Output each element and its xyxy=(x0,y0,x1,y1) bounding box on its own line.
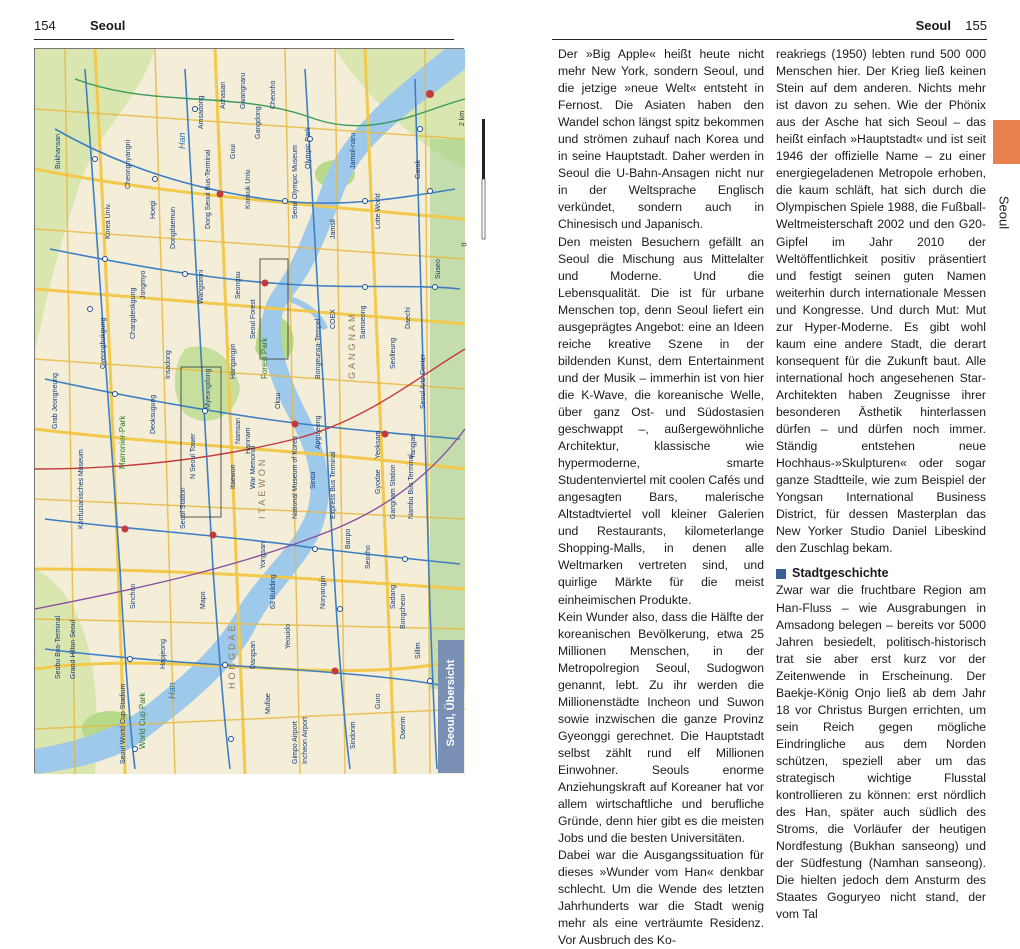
map-label-forest-park: Forest Park xyxy=(260,337,269,379)
svg-text:Seoul Station: Seoul Station xyxy=(180,487,187,529)
map-caption-box xyxy=(438,640,464,773)
svg-text:Mullae: Mullae xyxy=(265,693,272,714)
svg-text:Seoul Olympic Museum: Seoul Olympic Museum xyxy=(292,145,299,219)
map-label-han-2: Han xyxy=(167,682,177,699)
svg-text:Konkuk Univ.: Konkuk Univ. xyxy=(245,168,252,209)
svg-text:Konfuzianisches Museum: Konfuzianisches Museum xyxy=(78,449,85,529)
svg-text:Daerim: Daerim xyxy=(400,716,407,739)
svg-text:Daechi: Daechi xyxy=(405,307,412,329)
svg-text:Deoksugung: Deoksugung xyxy=(150,394,157,434)
section-square-icon xyxy=(776,569,786,579)
svg-text:N Seoul Tower: N Seoul Tower xyxy=(190,433,197,479)
body-paragraph: reakriegs (1950) lebten rund 500 000 Menschen hier. Der Krieg ließ keinen Stein auf dem anderen. Nichts mehr ist davon zu sehen. Wie der Phönix aus der Asche hat sich Seoul – das heißt einfach »Hauptstadt« und ist seit 1946 der offizielle Name – zu einer energiegeladenen Metropole erhoben, die kaum schläft, hat sich durch die Olympischen Spiele 1988, die Fußball-Weltmeisterschaft 2002 und den G20-Gipfel im Jahr 2010 der Weltöffentlichkeit positiv präsentiert und festigt seinen guten Namen weiterhin durch internationale Messen und Kongresse. Und durch Mut: Mut zur Hyper-Moderne. Es gibt wohl kaum eine andere Stadt, die derart konsequent für die Zukunft baut. Alle international hoch angesehenen Star-Architekten haben Zeugnisse ihrer besonderen Ästhetik hinterlassen dürfen – und dürfen noch immer. Ständig entstehen neue Hochhaus-»Skulpturen« oder sogar ganze Stadtteile, wie zum Beispiel der Yongsan International Business District, für dessen Masterplan das New Yorker Studio Daniel Libeskind den Zuschlag bekam. xyxy=(776,47,986,556)
running-head-right xyxy=(552,14,987,40)
svg-text:Guro: Guro xyxy=(375,693,382,709)
svg-text:Bukhansan: Bukhansan xyxy=(55,133,62,169)
map-label-itaewon: ITAEWON xyxy=(257,456,267,519)
svg-text:Cheongnyangni: Cheongnyangni xyxy=(125,139,132,189)
running-title-left: Seoul xyxy=(90,18,126,33)
svg-text:Cheonho: Cheonho xyxy=(270,80,277,109)
text-column-1 xyxy=(558,46,764,949)
left-page xyxy=(0,0,510,807)
svg-text:Sadang: Sadang xyxy=(390,584,397,609)
svg-text:Grab Jeongneung: Grab Jeongneung xyxy=(52,372,59,429)
map-label-gangnam: GANGNAM xyxy=(347,311,357,379)
body-paragraph: Kein Wunder also, dass die Hälfte der koreanischen Bevölkerung, etwa 25 Millionen Menschen, in der Metropolregion Seoul, Sudogwon genannt, lebt. Zu ihr werden die Millionenstädte Incheon und Suwon sowie inzwischen die ganze Provinz Gyeonggi gerechnet. Die Hauptstadt selbst zählt rund elf Millionen Einwohner. Seouls enorme Anziehungskraft auf Koreaner hat vor allem wirtschaftliche und berufliche Gründe, denn hier gibt es die meisten Jobs und die besten Universitäten. xyxy=(558,609,764,846)
map-label-han: Han xyxy=(177,132,187,149)
svg-text:Namsan: Namsan xyxy=(235,417,242,444)
map-label-grand-hilton: Grand Hilton Seoul xyxy=(70,619,77,679)
svg-text:Incheon Airport: Incheon Airport xyxy=(302,716,309,764)
svg-text:Korea Univ.: Korea Univ. xyxy=(105,202,112,239)
svg-text:Apgujeong: Apgujeong xyxy=(315,415,322,449)
seoul-overview-map xyxy=(34,48,469,773)
svg-text:Sinchon: Sinchon xyxy=(130,583,137,609)
chapter-side-label xyxy=(988,185,1016,245)
svg-text:Mapo: Mapo xyxy=(200,591,207,609)
svg-text:Sinsa: Sinsa xyxy=(310,471,317,489)
svg-text:Yangjae: Yangjae xyxy=(410,433,417,459)
svg-text:Seoul World Cup Stadium: Seoul World Cup Stadium xyxy=(120,683,127,764)
svg-text:Gimpo Airport: Gimpo Airport xyxy=(292,721,299,764)
scale-bar-graphic xyxy=(480,119,488,239)
svg-text:Bongeunsa-Tempel: Bongeunsa-Tempel xyxy=(315,318,322,379)
svg-text:COEX: COEX xyxy=(330,309,337,329)
svg-text:Gyodae: Gyodae xyxy=(375,469,382,494)
svg-text:Sindorim: Sindorim xyxy=(350,721,357,749)
svg-text:Lotte World: Lotte World xyxy=(375,193,382,229)
svg-text:Itaewon: Itaewon xyxy=(230,464,237,489)
svg-text:63 Building: 63 Building xyxy=(270,574,277,609)
svg-text:Achasan: Achasan xyxy=(220,81,227,109)
svg-text:Dongdaemun: Dongdaemun xyxy=(170,206,177,249)
svg-text:Seongsu: Seongsu xyxy=(235,271,242,299)
svg-text:Garak: Garak xyxy=(415,159,422,179)
svg-text:Express Bus Terminal: Express Bus Terminal xyxy=(330,451,337,519)
svg-text:Jamsil: Jamsil xyxy=(330,219,337,239)
svg-text:Changdeokgung: Changdeokgung xyxy=(130,287,137,339)
map-scale-bar xyxy=(480,119,488,239)
svg-text:Oksu: Oksu xyxy=(275,392,282,409)
svg-text:Hangangjin: Hangangjin xyxy=(230,343,237,379)
body-paragraph: Der »Big Apple« heißt heute nicht mehr New York, sondern Seoul, und die jetzige »neue Welt« entsteht in Fernost. Die Asiaten haben den Wandel schon längst spitz bekommen und strömen zuhauf nach Korea und in seine Hauptstadt. Daher werden in Seoul die U-Bahn-Ansagen nicht nur in der Weltsprache Englisch verkündet, sondern auch in Chinesisch und Japanisch. xyxy=(558,47,764,232)
svg-text:Yongsan: Yongsan xyxy=(260,542,267,569)
svg-text:National Museum of Korea: National Museum of Korea xyxy=(292,436,299,519)
svg-text:Olympic Park: Olympic Park xyxy=(305,127,312,169)
running-title-right: Seoul xyxy=(915,18,951,33)
map-label-seobu-bus-terminal: Seobu Bus-Terminal xyxy=(55,615,62,679)
svg-text:Gwangnaru: Gwangnaru xyxy=(240,72,247,109)
svg-text:Seoul Arts Center: Seoul Arts Center xyxy=(420,354,427,409)
svg-text:Dangsan: Dangsan xyxy=(250,640,257,669)
svg-text:Seolleung: Seolleung xyxy=(390,337,397,369)
svg-text:Dong Seoul Bus-Terminal: Dong Seoul Bus-Terminal xyxy=(205,149,212,229)
text-column-2 xyxy=(776,46,986,923)
svg-text:Hannam: Hannam xyxy=(245,427,252,454)
svg-text:Guui: Guui xyxy=(230,144,237,159)
svg-text:Yeoksam: Yeoksam xyxy=(375,430,382,459)
svg-text:Seoul Forest: Seoul Forest xyxy=(250,299,257,339)
section-heading xyxy=(776,565,986,582)
svg-text:Bongcheon: Bongcheon xyxy=(400,593,407,629)
scale-label-max: 2 km xyxy=(459,110,467,127)
svg-text:Gangnam Station: Gangnam Station xyxy=(390,464,397,519)
page-number-left: 154 xyxy=(34,18,56,33)
body-paragraph: Zwar war die fruchtbare Region am Han-Fluss – wie Ausgrabungen in Amsadong belegen – bereits vor 5000 Jahren besiedelt, politisch-historisch trat sie aber erst kurz vor der Zeitenwende in Erscheinung. Der Baekje-König Onjo ließ ab dem Jahr 18 vor Christus Burgen errichten, um sein Reich gegen mögliche Eindringliche aus dem Norden schützen, speziell aber um das strategisch wichtige Flusstal kontrollieren zu können: erst nördlich des Han, später auch südlich des Stroms, die Vorläufer der heutigen Nordfestung (Bukhan sanseong) und der Südfestung (Namhan sanseong). Die hielten jedoch dem Ansturm des Staates Goguryeo nicht stand, der vom Tal xyxy=(776,583,986,922)
map-label-hongdae: HONGDAE xyxy=(227,622,237,689)
body-paragraph: Den meisten Besuchern gefällt an Seoul die Mischung aus Mittelalter und Moderne. Und die Lebensqualität. Die ist für urbane Menschen top, denn Seoul liefert ein ausgeprägtes Angebot: eine an Ideen reiche kreative Szene in der bildenden Kunst, dem Entertainment und der Musik – immerhin ist von hier die K-Wave, die koreanische Welle, über ganz Ost- und Südostasien geschwappt –, außergewöhnliche Architektur, klassische wie hypermoderne, smarte Studentenviertel mit coolen Cafés und angesagten Bars, malerische Altstadtviertel voll kleiner Galerien und Restaurants, kilometerlange Shopping-Malls, in denen alle Weltmarken vertreten sind, und quirlige Märkte für die meist einheimischen Produkte. xyxy=(558,234,764,607)
svg-text:Seocho: Seocho xyxy=(365,545,372,569)
map-label-marronier-park: Marronier-Park xyxy=(118,415,127,469)
scale-label-zero: 0 xyxy=(461,242,469,247)
svg-text:Amsadong: Amsadong xyxy=(198,95,205,129)
chapter-side-label-text: Seoul xyxy=(996,195,1012,230)
right-page xyxy=(510,0,1020,948)
section-heading-text: Stadtgeschichte xyxy=(792,566,889,581)
svg-text:Hoegi: Hoegi xyxy=(150,200,157,219)
svg-text:Jamsil-naru: Jamsil-naru xyxy=(350,132,357,169)
svg-text:Gyeongbokgung: Gyeongbokgung xyxy=(100,317,107,369)
svg-text:Wangsimni: Wangsimni xyxy=(198,269,205,304)
svg-text:War Memorial: War Memorial xyxy=(250,445,257,489)
svg-text:Yeouido: Yeouido xyxy=(285,623,292,649)
svg-text:Jongmyo: Jongmyo xyxy=(140,270,147,299)
chapter-thumb-tab xyxy=(993,120,1020,164)
svg-text:Samseong: Samseong xyxy=(360,305,367,339)
svg-text:Suseo: Suseo xyxy=(435,259,442,279)
map-canvas xyxy=(35,49,465,774)
svg-text:Insadong: Insadong xyxy=(165,350,172,379)
svg-text:Myeongdong: Myeongdong xyxy=(205,368,212,409)
page-number-right: 155 xyxy=(965,18,987,33)
map-caption: Seoul, Übersicht xyxy=(445,659,457,747)
svg-text:Sillim: Sillim xyxy=(415,642,422,659)
map-label-world-cup-park: World Cup Park xyxy=(138,692,147,749)
svg-text:Noryangjin: Noryangjin xyxy=(320,575,327,609)
running-head-left xyxy=(34,14,454,40)
svg-text:Gangdong: Gangdong xyxy=(255,106,262,139)
svg-text:Nambu Bus Terminal: Nambu Bus Terminal xyxy=(408,454,415,519)
svg-text:Banpo: Banpo xyxy=(345,528,352,549)
svg-text:Hapjeong: Hapjeong xyxy=(160,639,167,669)
map-green-strip-east xyxy=(430,139,465,689)
body-paragraph: Dabei war die Ausgangssituation für dieses »Wunder vom Han« denkbar schlecht. Um die Wende des letzten Jahrhunderts war die Stadt wenig mehr als eine verträumte Residenz. Vor Ausbruch des Ko- xyxy=(558,848,764,948)
